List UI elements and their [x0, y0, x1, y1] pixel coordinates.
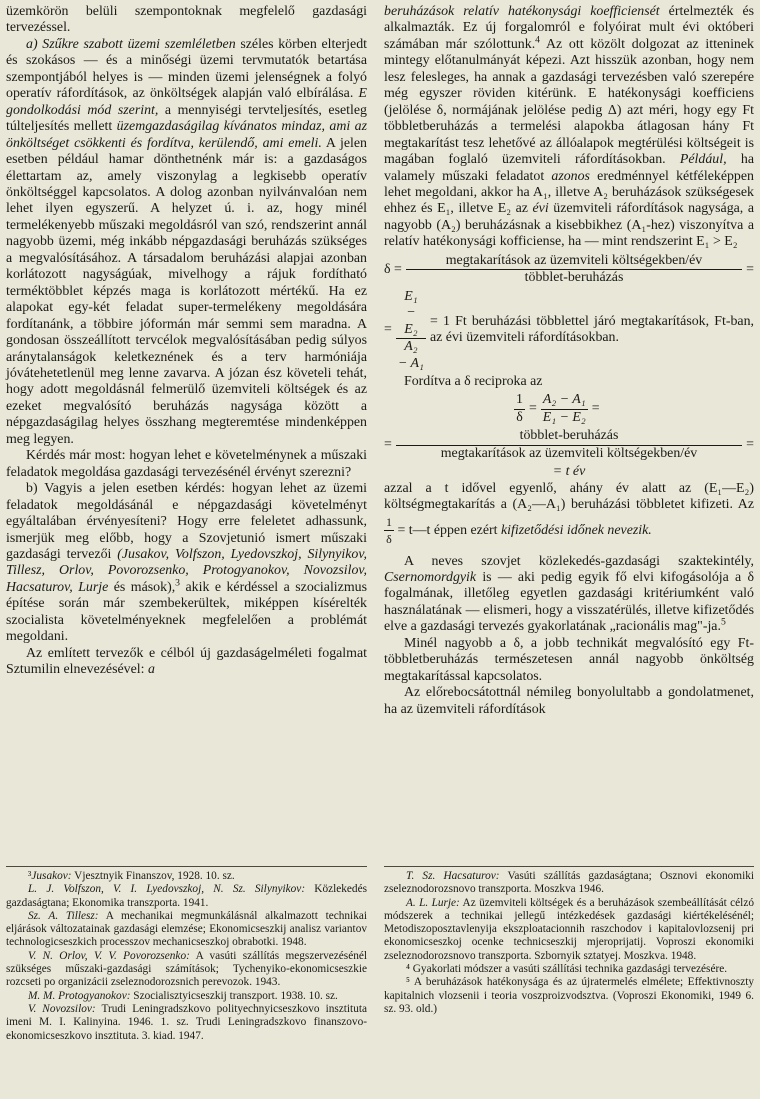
text: b) Vagyis a jelen esetben kérdés: hogyan lehet az üzemi feladatok megoldásánál e népgazdasági követelményt egyáltalában érvényesíteni? Hogy erre feleletet adhassunk, ismerjük meg előbb, hogy a Szovjetunió ismert műszaki gazdasági tervezői: [6, 481, 367, 562]
paragraph: [6, 4, 367, 37]
footnote: [6, 950, 367, 990]
equals: =: [528, 401, 537, 417]
denominator: δ: [516, 409, 523, 425]
paragraph: [384, 554, 754, 636]
emphasis: a: [147, 662, 155, 678]
emphasis: Szűkre szabott üzemi szemléletben: [42, 36, 236, 52]
paragraph: [6, 448, 367, 481]
equals: =: [591, 401, 600, 417]
numerator: 1: [384, 514, 394, 531]
denominator: többlet-beruházás: [524, 270, 624, 286]
fraction: [396, 289, 426, 372]
footnote: [6, 990, 367, 1003]
footnote-author: L. J. Volfszon, V. I. Lyedovszkoj, N. Sz. Silynyikov:: [28, 883, 306, 896]
emphasis: E gondolkodási mód szerint,: [6, 86, 367, 118]
footnote-author: T. Sz. Hacsaturov:: [406, 870, 500, 882]
footnote-mark: ⁵: [406, 976, 410, 989]
emphasis: (Jusakov, Volfszon, Lyedovszkoj, Silynyikov, Tillesz, Orlov, Povorozsenko, Protogyanokov, Novozsilov, Hacsaturov, Lurje: [6, 546, 367, 595]
emphasis: Például,: [679, 152, 727, 168]
right-column: [384, 4, 754, 718]
footnote: [384, 976, 754, 1016]
text: A neves szovjet közlekedés-gazdasági szaktekintély,: [404, 553, 754, 569]
footnote-text: A mechanikai megmunkálásnál alkalmazott technikai eljárások változatainak gazdasági elemzése; Ekonomicseszkij analisz variantov technologicseszkich processzov mechanicseszkoj obrabotki. 1948.: [6, 909, 367, 949]
text: akik e kérdéssel a szocializmus építése során már szembekerültek, miképpen kísérelték szocialista követelményeknek megfelelően a problémát megoldani.: [6, 579, 367, 645]
footnote-author: A. L. Lurje:: [406, 896, 460, 909]
footnote: [384, 870, 754, 897]
text: ha valamely műszaki feladatot: [384, 152, 754, 184]
text: értelmezték és alkalmazták. Ez új forgalomról e folyóirat mult évi októberi számában már szólottunk.: [384, 4, 755, 52]
footnote-text: Gyakorlati módszer a vasúti szállítási technika gazdasági tervezésére.: [409, 963, 728, 976]
equals: =: [746, 261, 754, 277]
footnotes-left: [6, 870, 367, 1043]
paragraph: [384, 636, 754, 685]
paragraph: [6, 37, 367, 448]
footnote-text: Trudi Leningradszkovo polityechnyicseszkovo insztituta imeni M. I. Kalinyina. 1946. 1. sz. Trudi Leningradszkovo finanszovo-ekonomicseszkovo insztituta. 3. kiad. 1947.: [6, 1002, 367, 1042]
text: széles körben elterjedt és szokásos — és a minőségi üzemi tervmutatók betartása szempontjából helyes is — minden üzemi jelenségnek a folyó operatív ráfordítások, az önköltségek alapján való elbírálása.: [6, 36, 368, 102]
text: üzemviteli ráfordítások nagysága, a nagyobb (A₂) beruházásnak a kisebbikhez (A₁-hez) viszonyítva a relatív hatékonysági kofficiense, ha — mint rendszerint E₁ > E₂: [384, 201, 755, 250]
footnote-text: Vasúti szállítás gazdaságtana; Osznovi ekonomiki zseleznodorozsnovo transzporta. Moszkva 1946.: [384, 870, 755, 896]
text: Az előrebocsátottnál némileg bonyolultabb a gondolatmenet, ha az üzemviteli ráfordítások: [384, 685, 754, 717]
text: eredménnyel kétféleképpen lehet megoldani, akkor ha A₁, illetve A₂ beruházások szükségesek ehhez és E₁, illetve E₂ az: [384, 168, 754, 217]
text: Az ott közölt dolgozat az itteninek mintegy előtanulmányát képezi. Azt hisszük azonban, hogy nem lesz felesleges, ha annak a gazdasági tervezésben való szerepére még egyszer röviden kitérünk. E hatékonysági koefficiens (jelölése δ, normájának jelölése pedig Δ) azt méri, hogy egy Ft többletberuházás a termelési alapokba átlagosan hány Ft megtakarítást tesz lehetővé az állóalapok megtérülési költségeit is magában foglaló üzemviteli ráfordításokban.: [384, 36, 754, 168]
emphasis: üzemgazdaságilag kívánatos mindaz, ami az önköltséget csökkenti és fordítva, kerülendő, ami emeli.: [6, 119, 367, 151]
footnote-text: Vjesztnyik Finanszov, 1928. 10. sz.: [71, 870, 235, 882]
denominator: E₁ − E₂: [542, 409, 586, 425]
footnote: [6, 1003, 367, 1043]
fraction: [514, 392, 525, 426]
footnote-divider: [6, 866, 367, 867]
numerator: többlet-beruházás: [396, 428, 742, 445]
paragraph: [6, 646, 367, 679]
numerator: megtakarítások az üzemviteli költségekben/év: [406, 253, 742, 270]
formula-result: [384, 464, 754, 480]
text: a): [26, 36, 43, 52]
footnote-author: V. Novozsilov:: [28, 1002, 96, 1015]
text: üzemkörön belüli szempontoknak megfelelő gazdasági tervezéssel.: [6, 4, 367, 36]
fraction: [396, 428, 742, 462]
left-column: [6, 4, 367, 679]
paragraph: [384, 685, 754, 718]
text: = t—t éppen ezért: [394, 522, 501, 538]
text: = 1 Ft beruházási többlettel járó megtakarítások, Ft-ban, az évi üzemviteli ráfordításokban.: [429, 313, 754, 346]
footnote: [6, 870, 367, 883]
footnote-divider: [384, 866, 754, 867]
text: és mások),: [108, 579, 176, 595]
numerator: E₁ − E₂: [396, 289, 426, 339]
text: A jelen esetben például hamar dönthetnénk már is: a gazdaságos élettartam az, amely viszonylag a legkisebb operatív önköltséggel kapcsolatos. A dolog azonban nyilvánvalóan nem lehet ilyen egyszerű. A helyzet ú. i. az, hogy minél termelékenyebb műszaki megoldásról van szó, rendszerint annál nagyobb üzemi, még inkább népgazdasági beruházás szükséges a megvalósításához. A társadalom beruházási alapjai azonban korlátozott nagyságúak, mivelhogy a rájuk fordítható terméktöbblet képzés maga is korlátozott mértékű. Ha ez alapokat egy-két feladat super-termelékeny megoldására fordítanánk, a többire jóformán már semmi sem maradna. A gondosan összeállított tervcélok megvalósításában pedig súlyos aránytalanságok keletkeznének és a terv harmóniája jóvátehetetlenül meg lenne zavarva. A józan ész követeli tehát, hogy adott megoldásnál felmerülő üzemviteli költségek és az ezeket megvalósító beruházás nagysága között a népgazdaságilag helyes összhang megteremtése mindenképpen meg legyen.: [6, 135, 367, 447]
footnote-mark: ⁴: [406, 963, 410, 976]
text: Kérdés már most: hogyan lehet e követelménynek a műszaki feladatok megoldása gazdasági tervezésénél érvényt szerezni?: [6, 448, 367, 480]
emphasis: beruházások relatív hatékonysági koefficiensét: [384, 4, 660, 19]
footnotes-right: [384, 870, 754, 1016]
footnote-ref: 4: [535, 34, 541, 46]
equals: =: [384, 322, 392, 338]
text: is — aki pedig egyik fő elvi kifogásolója a δ fogalmának, illetőleg egyetlen gazdasági kritériumként való használatának — elismeri, hogy a visszatérülés, illetve kifizetődés elve a gazdasági tervezés gyakorlatának „racionális mag"-ja.: [384, 569, 754, 635]
text: Minél nagyobb a δ, a jobb technikát megvalósító egy Ft-többletberuházás természetesen annál nagyobb önköltség megtakarítással kapcsolatos.: [384, 635, 754, 684]
footnote-author: Sz. A. Tillesz:: [28, 909, 99, 922]
formula-lhs: δ =: [384, 261, 402, 277]
formula-delta: [384, 253, 754, 287]
denominator: A₂ − A₁: [397, 339, 424, 371]
footnote: [6, 910, 367, 950]
equals: =: [746, 437, 754, 453]
paragraph: [384, 4, 754, 251]
footnote-text: Szocialisztyicseszkij transzport. 1938. 10. sz.: [130, 989, 338, 1002]
footnote-author: M. M. Protogyanokov:: [28, 989, 131, 1002]
formula-delta-2: [384, 289, 754, 372]
footnote: [384, 963, 754, 976]
footnote-author: Jusakov:: [31, 870, 72, 882]
text: a mennyiségi tervteljesítés, esetleg túlteljesítés mellett: [6, 102, 367, 135]
fraction: [384, 514, 394, 548]
denominator: megtakarítások az üzemviteli költségekben/év: [440, 445, 698, 461]
fraction: [541, 392, 588, 426]
footnote-ref: 5: [720, 616, 726, 628]
paragraph: [384, 374, 754, 390]
numerator: 1: [514, 392, 525, 409]
text: azzal a t idővel egyenlő, ahány év alatt az (E₁—E₂) költségmegtakarítás a (A₂—A₁) beruházási többletet kifizeti. Az: [384, 480, 754, 513]
footnote: [6, 883, 367, 910]
emphasis: évi: [532, 201, 549, 217]
text: Az említett tervezők e célból új gazdaságelméleti fogalmat Sztumilin elnevezésével:: [6, 645, 367, 678]
emphasis: kifizetődési időnek nevezik.: [500, 522, 652, 538]
footnote-text: A beruházások hatékonysága és az újratermelés elmélete; Effektivnoszty kapitalnich vlozsenii i teoria voszproizvodsztva. (Voproszi Ekonomiki, 1949 6. sz. 93. old.): [384, 976, 754, 1015]
footnote-ref: 3: [175, 577, 181, 589]
paragraph: [384, 481, 754, 548]
footnote-text: Az üzemviteli költségek és a beruházások szembeállítását célzó módszerek a technikai jellegű intézkedések gazdasági kiértékelésénél; Metodiszoposztavlenyija ekszploatacionnih raszchodov i kapitalovlozsenij pri ekonomicseszkoj ocenke technicseszkij mjeroprijatij. Voproszi ekonomiki zseleznodorozsnovo transzporta. Szbornyik sztatyej. Moszkva. 1948.: [384, 896, 754, 962]
text: Fordítva a δ reciproka az: [404, 373, 543, 389]
footnote-author: V. N. Orlov, V. V. Povorozsenko:: [28, 949, 190, 962]
formula-reciprocal: [384, 392, 754, 426]
formula-reciprocal-2: [384, 428, 754, 462]
emphasis: azonos: [551, 168, 590, 184]
denominator: δ: [386, 532, 392, 547]
equals: =: [384, 437, 392, 453]
footnote-mark: ³: [28, 870, 32, 882]
numerator: A₂ − A₁: [541, 392, 588, 409]
footnote-text: Közlekedés gazdaságtana; Ekonomika transzporta. 1941.: [6, 883, 367, 909]
footnote: [384, 897, 754, 963]
emphasis: Csernomordgyik: [384, 569, 477, 585]
footnote-text: A vasúti szállítás megszervezésénél szükséges műszaki-gazdasági számítások; Tychenyiko-ekonomicseszkie rozcseti po organizácii zseleznodorozsnich perevozok. 1943.: [6, 949, 368, 989]
fraction: [406, 253, 742, 287]
formula-tail: = t év: [552, 464, 586, 480]
paragraph: [6, 481, 367, 646]
